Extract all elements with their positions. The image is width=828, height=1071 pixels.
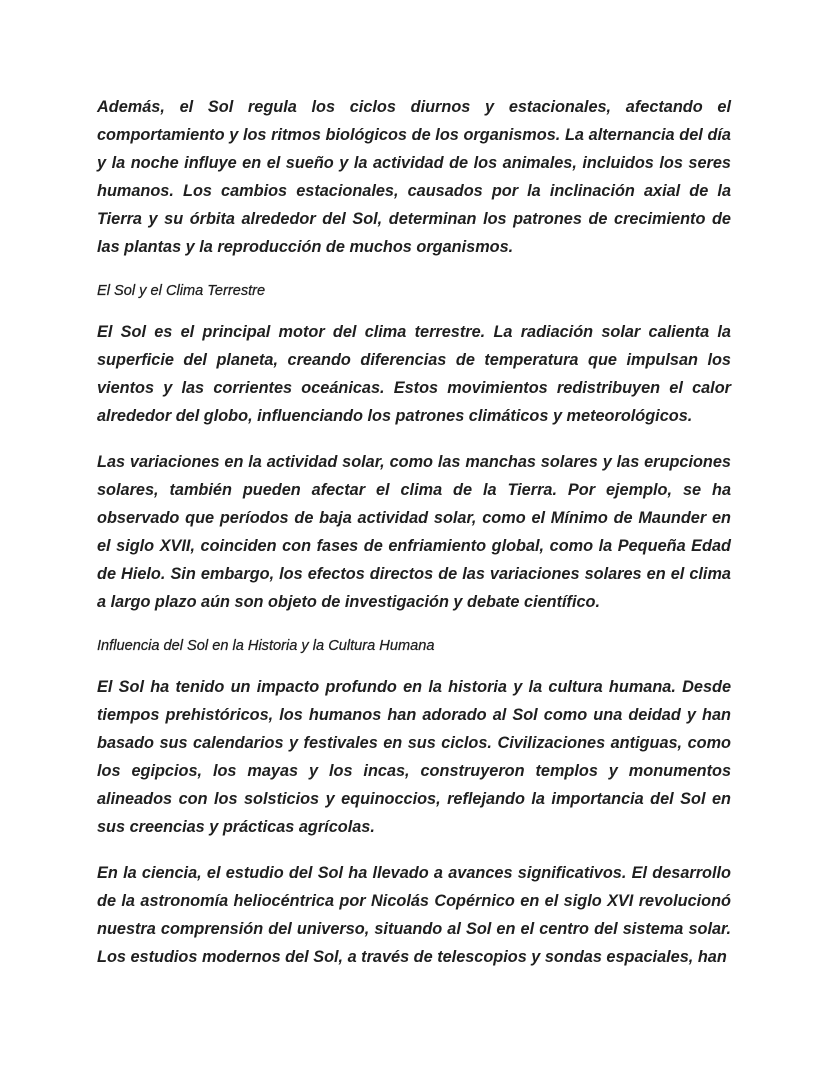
paragraph-climate-engine: El Sol es el principal motor del clima terrestre. La radiación solar calienta la superficie del planeta, creando diferencias de temperatura que impulsan los vientos y las corrientes oceánicas. Estos movimientos redistribuyen el calor alrededor del globo, influenciando los patrones climáticos y meteorológicos. [97,323,731,425]
paragraph-solar-variations: Las variaciones en la actividad solar, como las manchas solares y las erupciones solares, también pueden afectar el clima de la Tierra. Por ejemplo, se ha observado que períodos de baja actividad solar, como el Mínimo de Maunder en el siglo XVII, coinciden con fases de enfriamiento global, como la Pequeña Edad de Hielo. Sin embargo, los efectos directos de las variaciones solares en el clima a largo plazo aún son objeto de investigación y debate científico. [97,453,731,611]
section-heading-history-culture: Influencia del Sol en la Historia y la Cultura Humana [97,638,435,654]
paragraph-history-culture: El Sol ha tenido un impacto profundo en la historia y la cultura humana. Desde tiempos prehistóricos, los humanos han adorado al Sol como una deidad y han basado sus calendarios y festivales en sus ciclos. Civilizaciones antiguas, como los egipcios, los mayas y los incas, construyeron templos y monumentos alineados con los solsticios y equinoccios, reflejando la importancia del Sol en sus creencias y prácticas agrícolas. [97,678,731,836]
document-page [97,93,731,971]
section-heading-climate: El Sol y el Clima Terrestre [97,283,266,299]
paragraph-solar-cycles: Además, el Sol regula los ciclos diurnos y estacionales, afectando el comportamiento y los ritmos biológicos de los organismos. La alternancia del día y la noche influye en el sueño y la actividad de los animales, incluidos los seres humanos. Los cambios estacionales, causados por la inclinación axial de la Tierra y su órbita alrededor del Sol, determinan los patrones de crecimiento de las plantas y la reproducción de muchos organismos. [97,98,731,256]
paragraph-science: En la ciencia, el estudio del Sol ha llevado a avances significativos. El desarrollo de la astronomía heliocéntrica por Nicolás Copérnico en el siglo XVI revolucionó nuestra comprensión del universo, situando al Sol en el centro del sistema solar. Los estudios modernos del Sol, a través de telescopios y sondas espaciales, han [97,864,731,966]
